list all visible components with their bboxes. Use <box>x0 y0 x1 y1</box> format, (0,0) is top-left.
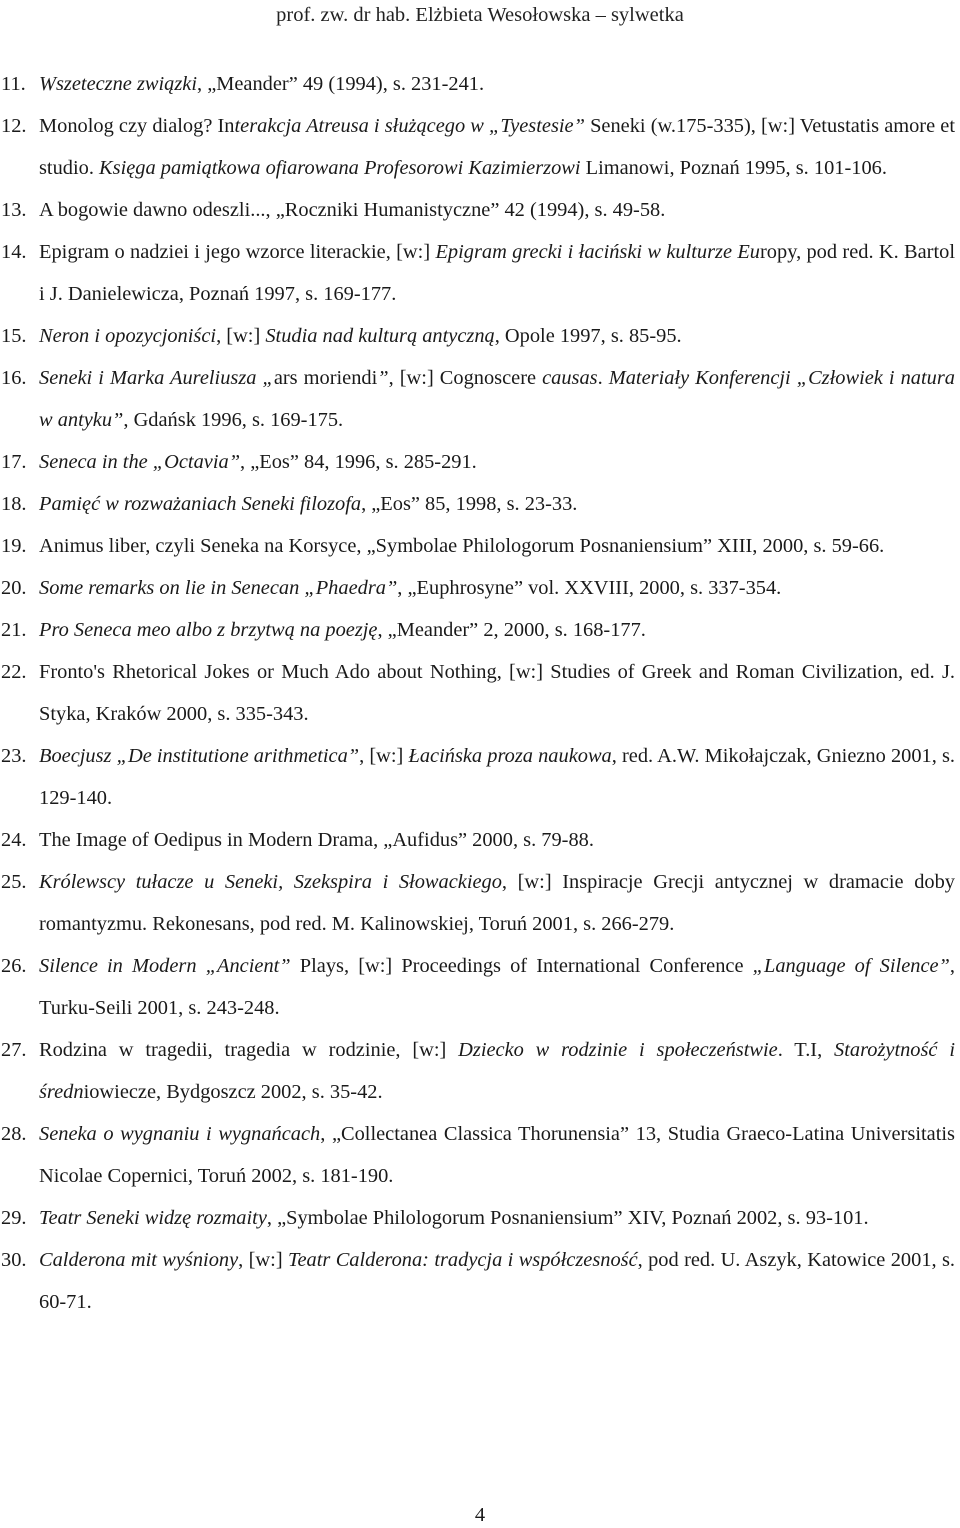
entry-text-part: causas <box>542 367 598 389</box>
bibliography-entry <box>0 567 960 609</box>
entry-number: 25. <box>1 871 27 893</box>
page-footer <box>0 1502 960 1528</box>
entry-text-part: Materiały Konferencji „Człowiek i natura w antyku” <box>39 367 955 431</box>
entry-text-part: , Opole 1997, s. 85-95. <box>494 325 682 347</box>
entry-number: 13. <box>1 199 27 221</box>
entry-text-part: Teatr Calderona: tradycja i współczesność <box>288 1249 638 1271</box>
entry-text-part: Plays, [w:] Proceedings of International Conference <box>290 955 753 977</box>
entry-text-part: Wszeteczne związki <box>39 73 197 95</box>
entry-text <box>39 735 955 819</box>
entry-text-part: Seneki i Marka Aureliusza „ <box>39 367 274 389</box>
entry-text-part: , „Eos” 85, 1998, s. 23-33. <box>361 493 578 515</box>
bibliography-list <box>0 63 960 1323</box>
bibliography-entry <box>0 1239 960 1323</box>
entry-text-part: Neron i opozycjoniści <box>39 325 217 347</box>
entry-text-part: , [w:] <box>216 325 266 347</box>
entry-text <box>39 63 955 105</box>
entry-text-part: Epigram o nadziei i jego wzorce literackie, [w:] <box>39 241 436 263</box>
entry-text <box>39 189 955 231</box>
entry-number: 17. <box>1 451 27 473</box>
header-title: prof. zw. dr hab. Elżbieta Wesołowska – sylwetka <box>276 4 684 26</box>
bibliography-entry <box>0 441 960 483</box>
entry-text-part: ” <box>377 367 389 389</box>
bibliography-entry <box>0 357 960 441</box>
entry-number: 28. <box>1 1123 27 1145</box>
entry-text-part: Rodzina w tragedii, tragedia w rodzinie, [w:] <box>39 1039 459 1061</box>
bibliography-entry <box>0 819 960 861</box>
entry-text <box>39 483 955 525</box>
entry-text <box>39 567 955 609</box>
entry-text <box>39 1239 955 1323</box>
entry-text <box>39 861 955 945</box>
entry-text-part: The Image of Oedipus in Modern Drama, „Aufidus” 2000, s. 79-88. <box>39 829 594 851</box>
entry-text-part: , [w:] <box>238 1249 288 1271</box>
entry-text-part: , Turku-Seili 2001, s. 243-248. <box>39 955 955 1019</box>
bibliography-entry <box>0 105 960 189</box>
entry-text <box>39 609 955 651</box>
entry-text-part: , „Euphrosyne” vol. XXVIII, 2000, s. 337-354. <box>397 577 782 599</box>
bibliography-entry <box>0 651 960 735</box>
page-number: 4 <box>474 1504 486 1526</box>
entry-text <box>39 819 955 861</box>
entry-text-part: Monolog czy dialog? In <box>39 115 235 137</box>
entry-text-part: , pod red. U. Aszyk, Katowice 2001, s. 60-71. <box>39 1249 956 1313</box>
bibliography-entry <box>0 1197 960 1239</box>
entry-text-part: „Language of Silence” <box>752 955 950 977</box>
page-header <box>0 1 960 29</box>
entry-text-part: Seneka o wygnaniu i wygnańcach <box>39 1123 321 1145</box>
entry-number: 19. <box>1 535 27 557</box>
entry-number: 11. <box>1 73 26 95</box>
entry-text-part: Pamięć w rozważaniach Seneki filozofa <box>39 493 362 515</box>
entry-number: 21. <box>1 619 27 641</box>
entry-number: 18. <box>1 493 27 515</box>
entry-text-part: Królewscy tułacze u Seneki, Szekspira i Słowackiego <box>39 871 502 893</box>
entry-text-part: , „Collectanea Classica Thorunensia” 13, Studia Graeco-Latina Universitatis Nicolae Copernici, Toruń 2002, s. 181-190. <box>39 1123 955 1187</box>
entry-text-part: Starożytność i średn <box>39 1039 955 1103</box>
entry-text-part: , [w:] <box>359 745 409 767</box>
entry-text-part: , „Symbolae Philologorum Posnaniensium” XIV, Poznań 2002, s. 93-101. <box>266 1207 869 1229</box>
entry-number: 16. <box>1 367 27 389</box>
entry-text-part: Limanowi, Poznań 1995, s. 101-106. <box>580 157 887 179</box>
entry-text-part: . <box>597 367 609 389</box>
entry-text-part: , [w:] Inspiracje Grecji antycznej w dramacie doby romantyzmu. Rekonesans, pod red. M. Kalinowskiej, Toruń 2001, s. 266-279. <box>39 871 955 935</box>
entry-text-part: Łacińska proza naukowa <box>408 745 612 767</box>
entry-text-part: Animus liber, czyli Seneka na Korsyce, „Symbolae Philologorum Posnaniensium” XIII, 2000, s. 59-66. <box>39 535 885 557</box>
entry-text-part: Fronto's Rhetorical Jokes or Much Ado about Nothing, [w:] Studies of Greek and Roman Civilization, ed. J. Styka, Kraków 2000, s. 335-343. <box>39 661 955 725</box>
entry-text <box>39 945 955 1029</box>
bibliography-entry <box>0 315 960 357</box>
entry-text <box>39 231 955 315</box>
entry-text <box>39 357 955 441</box>
entry-text-part: , red. A.W. Mikołajczak, Gniezno 2001, s. 129-140. <box>39 745 956 809</box>
entry-text <box>39 651 955 735</box>
bibliography-entry <box>0 1029 960 1113</box>
bibliography-entry <box>0 609 960 651</box>
entry-text-part: A bogowie dawno odeszli..., „Roczniki Humanistyczne” 42 (1994), s. 49-58. <box>39 199 666 221</box>
entry-text <box>39 105 955 189</box>
entry-text-part: Pro Seneca meo albo z brzytwą na poezję <box>39 619 378 641</box>
entry-text-part: . T.I, <box>777 1039 835 1061</box>
entry-text-part: Studia nad kulturą antyczną <box>265 325 495 347</box>
entry-text-part: iowiecze, Bydgoszcz 2002, s. 35-42. <box>83 1081 383 1103</box>
entry-number: 15. <box>1 325 27 347</box>
entry-text-part: Teatr Seneki widzę rozmaity <box>39 1207 267 1229</box>
entry-number: 27. <box>1 1039 27 1061</box>
entry-text-part: Silence in Modern „Ancient” <box>39 955 291 977</box>
entry-number: 29. <box>1 1207 27 1229</box>
entry-text-part: terakcja Atreusa i służącego w „Tyestesie” <box>234 115 585 137</box>
entry-number: 22. <box>1 661 27 683</box>
entry-text-part: Epigram grecki i łaciński w kulturze Eu <box>435 241 761 263</box>
bibliography-entry <box>0 483 960 525</box>
entry-number: 26. <box>1 955 27 977</box>
entry-number: 24. <box>1 829 27 851</box>
entry-text-part: Some remarks on lie in Senecan „Phaedra” <box>39 577 398 599</box>
bibliography-entry <box>0 525 960 567</box>
entry-text-part: ropy, pod red. K. Bartol i J. Danielewicza, Poznań 1997, s. 169-177. <box>39 241 955 305</box>
entry-text-part: Seneki (w.175-335), [w:] Vetustatis amore et studio. <box>39 115 956 179</box>
entry-number: 30. <box>1 1249 27 1271</box>
entry-text <box>39 1113 955 1197</box>
entry-number: 20. <box>1 577 27 599</box>
entry-text <box>39 441 955 483</box>
entry-text-part: Calderona mit wyśniony <box>39 1249 239 1271</box>
bibliography-entry <box>0 231 960 315</box>
bibliography-entry <box>0 63 960 105</box>
entry-text-part: , „Meander” 49 (1994), s. 231-241. <box>197 73 485 95</box>
entry-number: 14. <box>1 241 27 263</box>
entry-text <box>39 525 955 567</box>
bibliography-entry <box>0 189 960 231</box>
entry-text-part: Seneca in the „Octavia” <box>39 451 241 473</box>
bibliography-entry <box>0 735 960 819</box>
entry-text <box>39 1029 955 1113</box>
entry-text-part: ars moriendi <box>273 367 378 389</box>
entry-number: 12. <box>1 115 27 137</box>
bibliography-entry <box>0 945 960 1029</box>
bibliography-entry <box>0 861 960 945</box>
bibliography-entry <box>0 1113 960 1197</box>
entry-text-part: , Gdańsk 1996, s. 169-175. <box>123 409 344 431</box>
entry-text-part: Boecjusz „De institutione arithmetica” <box>39 745 360 767</box>
entry-text-part: , „Meander” 2, 2000, s. 168-177. <box>377 619 646 641</box>
entry-text <box>39 315 955 357</box>
entry-text-part: , [w:] Cognoscere <box>388 367 543 389</box>
entry-text-part: Dziecko w rodzinie i społeczeństwie <box>458 1039 778 1061</box>
entry-text-part: Księga pamiątkowa ofiarowana Profesorowi Kazimierzowi <box>99 157 581 179</box>
entry-text <box>39 1197 955 1239</box>
entry-text-part: , „Eos” 84, 1996, s. 285-291. <box>240 451 477 473</box>
entry-number: 23. <box>1 745 27 767</box>
